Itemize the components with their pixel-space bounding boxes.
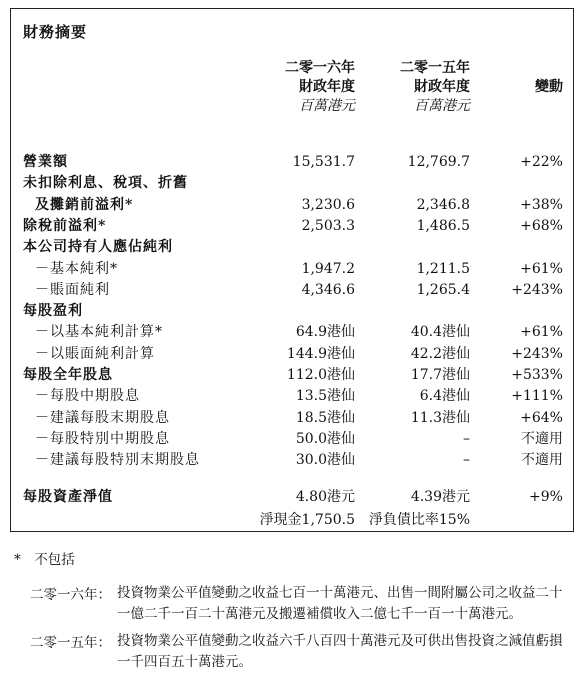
footnote: * 不包括 bbox=[14, 552, 75, 568]
row-label: －建議每股末期股息 bbox=[35, 409, 170, 426]
value-2015: 40.4港仙 bbox=[410, 324, 470, 341]
header-period: 財政年度 bbox=[299, 79, 355, 95]
value-2016: 50.0港仙 bbox=[295, 430, 355, 447]
value-2015: 17.7港仙 bbox=[410, 367, 470, 383]
note-label-2016: 二零一六年： bbox=[30, 587, 111, 603]
value-change: +243% bbox=[511, 281, 563, 298]
value-2015: 1,265.4 bbox=[416, 281, 470, 298]
table-row bbox=[11, 259, 573, 280]
value-change: +38% bbox=[520, 196, 563, 213]
table-row bbox=[11, 450, 573, 471]
value-change: +61% bbox=[520, 324, 563, 341]
value-2015: 1,211.5 bbox=[416, 260, 470, 277]
row-label: 除稅前溢利* bbox=[23, 217, 107, 234]
net-cash-note: 淨現金1,750.5 bbox=[259, 512, 355, 528]
table-row bbox=[11, 195, 573, 216]
header-col-2015 bbox=[400, 59, 470, 116]
value-2016: 4,346.6 bbox=[301, 281, 355, 298]
table-row bbox=[11, 365, 573, 386]
table-row bbox=[11, 216, 573, 237]
table-row bbox=[11, 280, 573, 301]
header-year: 二零一六年 bbox=[285, 60, 355, 76]
note-text-2015: 投資物業公平值變動之收益六千八百四十萬港元及可供出售投資之減值虧損一千四百五十萬港元。 bbox=[117, 633, 563, 670]
value-change: +22% bbox=[520, 154, 563, 170]
table-row bbox=[11, 301, 573, 322]
gearing-note: 淨負債比率15% bbox=[368, 512, 470, 528]
value-2016: 15,531.7 bbox=[292, 154, 355, 170]
value-2015: 1,486.5 bbox=[416, 217, 470, 234]
value-2016: 112.0港仙 bbox=[286, 367, 355, 383]
value-change: +9% bbox=[529, 489, 563, 505]
value-2016: 4.80港元 bbox=[295, 489, 355, 505]
row-label: 及攤銷前溢利* bbox=[35, 196, 134, 213]
row-label: －基本純利* bbox=[35, 260, 118, 277]
value-change: +111% bbox=[511, 388, 563, 405]
value-change: +243% bbox=[511, 345, 563, 362]
value-change: +68% bbox=[520, 217, 563, 234]
financial-summary-box bbox=[10, 8, 574, 532]
value-2015: – bbox=[463, 452, 470, 469]
value-2015: – bbox=[463, 430, 470, 447]
note-label-2015: 二零一五年： bbox=[30, 635, 111, 651]
table-row bbox=[11, 237, 573, 258]
table-row bbox=[11, 429, 573, 450]
row-label: 未扣除利息、稅項、折舊 bbox=[23, 175, 188, 192]
value-2015: 4.39港元 bbox=[410, 489, 470, 505]
table-row bbox=[11, 386, 573, 407]
header-unit: 百萬港元 bbox=[299, 98, 355, 114]
row-label: －建議每股特別末期股息 bbox=[35, 452, 200, 469]
value-2016: 30.0港仙 bbox=[295, 452, 355, 469]
header-change: 變動 bbox=[535, 79, 563, 95]
section-title: 財務摘要 bbox=[23, 23, 88, 41]
row-label: －每股中期股息 bbox=[35, 388, 140, 405]
value-2016: 2,503.3 bbox=[301, 217, 355, 234]
row-label: 營業額 bbox=[23, 154, 68, 170]
value-change: 不適用 bbox=[521, 430, 563, 447]
value-2015: 2,346.8 bbox=[416, 196, 470, 213]
table-row bbox=[11, 344, 573, 365]
value-2016: 64.9港仙 bbox=[295, 324, 355, 341]
row-label: 每股全年股息 bbox=[23, 367, 113, 383]
row-label: －以基本純利計算* bbox=[35, 324, 163, 341]
value-2016: 144.9港仙 bbox=[286, 345, 355, 362]
row-label: 每股盈利 bbox=[23, 303, 83, 320]
row-label: 本公司持有人應佔純利 bbox=[23, 239, 173, 256]
row-label: －每股特別中期股息 bbox=[35, 430, 170, 447]
value-2015: 11.3港仙 bbox=[410, 409, 470, 426]
value-2016: 1,947.2 bbox=[301, 260, 355, 277]
value-2015: 6.4港仙 bbox=[419, 388, 470, 405]
table-row bbox=[11, 322, 573, 343]
header-unit: 百萬港元 bbox=[414, 98, 470, 114]
row-label: －賬面純利 bbox=[35, 281, 110, 298]
value-2016: 13.5港仙 bbox=[295, 388, 355, 405]
row-label: 每股資產淨值 bbox=[23, 489, 113, 505]
value-2016: 18.5港仙 bbox=[295, 409, 355, 426]
header-col-change bbox=[535, 78, 563, 97]
note-text-2016: 投資物業公平值變動之收益七百一十萬港元、出售一間附屬公司之收益二十一億二千一百二十萬港元及搬遷補償收入二億七千一百一十萬港元。 bbox=[117, 585, 563, 622]
header-col-2016 bbox=[285, 59, 355, 116]
table-row bbox=[11, 152, 573, 173]
row-label: －以賬面純利計算 bbox=[35, 345, 155, 362]
value-change: +533% bbox=[511, 367, 563, 383]
value-change: +64% bbox=[520, 409, 563, 426]
header-period: 財政年度 bbox=[414, 79, 470, 95]
header-year: 二零一五年 bbox=[400, 60, 470, 76]
nav-row bbox=[11, 487, 573, 508]
table-row bbox=[11, 173, 573, 194]
value-2015: 42.2港仙 bbox=[410, 345, 470, 362]
value-2015: 12,769.7 bbox=[407, 154, 470, 170]
value-2016: 3,230.6 bbox=[301, 196, 355, 213]
value-change: 不適用 bbox=[521, 452, 563, 469]
value-change: +61% bbox=[520, 260, 563, 277]
table-row bbox=[11, 408, 573, 429]
